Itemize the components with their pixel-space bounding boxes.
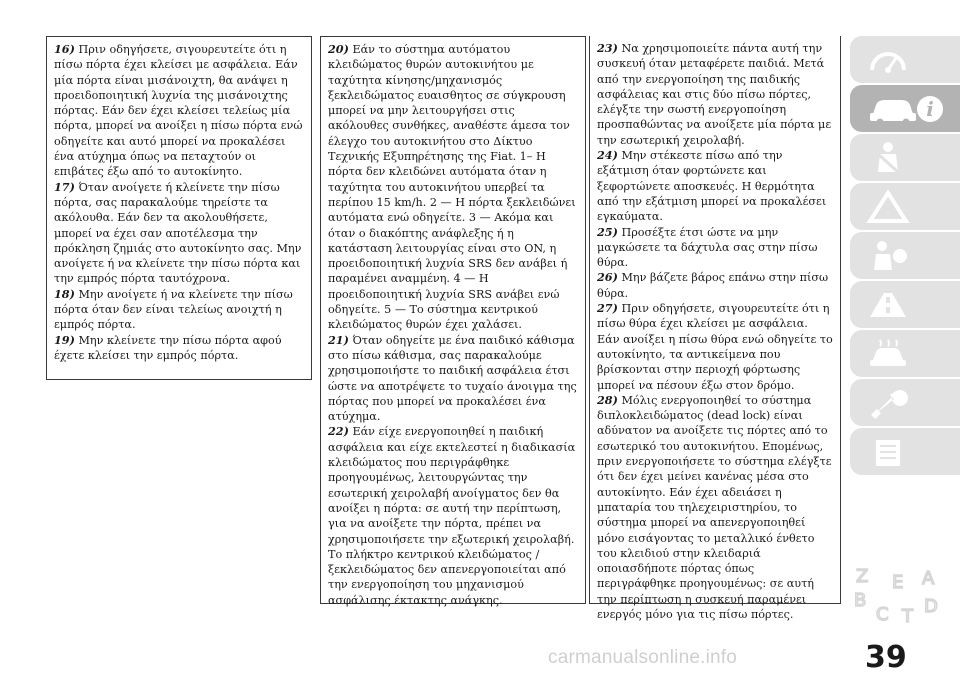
chapter-tab-starting[interactable] xyxy=(850,183,960,230)
chapter-tab-warnings[interactable] xyxy=(850,232,960,279)
car-wash-icon xyxy=(866,336,910,372)
letter-t: T xyxy=(902,606,913,627)
page-number: 39 xyxy=(865,640,907,675)
letter-e: E xyxy=(892,572,904,593)
note-16: 16) Πριν οδηγήσετε, σιγουρευτείτε ότι η πίσω πόρτα έχει κλείσει με ασφάλεια. Εάν μία πόρτα είναι μισάνοιχτη, θα ανάψει η προειδοποιητική λυχνία της μισάνοιχτης πόρτας. Εάν δεν έχει κλείσει τελείως μία πόρτα, μπορεί να ανοίξει η πίσω πόρτα ενώ οδηγείτε και αυτό μπορεί να προκαλέσει ένα ατύχημα όπως να πεταχτούν οι επιβάτες έξω από το αυτοκίνητο. xyxy=(54,42,303,179)
letter-c: C xyxy=(876,604,889,625)
chapter-tab-emergency[interactable] xyxy=(850,281,960,328)
notes-column-3 xyxy=(589,36,841,621)
chapter-tab-index[interactable] xyxy=(850,428,960,475)
notes-column-2 xyxy=(320,36,586,607)
note-24: 24) Μην στέκεστε πίσω από την εξάτμιση όταν φορτώνετε και ξεφορτώνετε αποσκευές. Η θερμότητα από την εξάτμιση μπορεί να προκαλέσει εγκαύματα. xyxy=(597,148,827,224)
note-27: 27) Πριν οδηγήσετε, σιγουρευτείτε ότι η πίσω θύρα έχει κλείσει με ασφάλεια. Εάν ανοίξει η πίσω θύρα ενώ οδηγείτε το αυτοκίνητο, τα αντικείμενα που βρίσκονται στην περιοχή φόρτωσης μπορεί να πέσουν έξω στον δρόμο. xyxy=(597,301,833,392)
car-info-icon xyxy=(866,91,946,127)
airbag-icon xyxy=(866,238,910,274)
letter-a: A xyxy=(922,568,935,589)
note-20: 20) Εάν το σύστημα αυτόματου κλειδώματος θυρών αυτοκινήτου με ταχύτητα κίνησης/μηχανισμός ξεκλειδώματος ευαισθητος σε σύγκρουση μπορεί να μην λειτουργήσει στις ακόλουθες συνθήκες, αναθέστε άμεσα τον έλεγχο του αυτοκινήτου στο Δίκτυο Τεχνικής Εξυπηρέτησης της Fiat. 1– Η πόρτα δεν κλειδώνει αυτόματα όταν η ταχύτητα του αυτοκινήτου υπερβεί τα περίπου 15 km/h. 2 — Η πόρτα ξεκλειδώνει αυτόματα ενώ οδηγείτε. 3 — Ακόμα και όταν ο διακόπτης ανάφλεξης ή η κατάσταση λειτουργίας είναι στο ON, η προειδοποιητική λυχνία SRS δεν ανάβει ή παραμένει αναμμένη. 4 — Η προειδοποιητική λυχνία SRS ανάβει ενώ οδηγείτε. 5 — Το σύστημα κεντρικού κλειδώματος θυρών έχει χαλάσει. xyxy=(328,42,576,332)
note-26: 26) Μην βάζετε βάρος επάνω στην πίσω θύρα. xyxy=(597,270,829,300)
watermark: carmanualsonline.info xyxy=(548,647,738,668)
note-21: 21) Όταν οδηγείτε με ένα παιδικό κάθισμα στο πίσω κάθισμα, σας παρακαλούμε χρησιμοποιήστε το παιδική ασφάλεια έτσι ώστε να αποτρέψετε το τυχαίο άνοιγμα της πόρτας που μπορεί να προκαλέσει ένα ατύχημα. xyxy=(328,332,577,424)
note-19: 19) Μην κλείνετε την πίσω πόρτα αφού έχετε κλείσει την εμπρός πόρτα. xyxy=(54,332,282,362)
letter-z: Z xyxy=(856,566,869,587)
chapter-tab-knowing-vehicle[interactable] xyxy=(850,85,960,132)
note-22: 22) Εάν είχε ενεργοποιηθεί η παιδική ασφάλεια και είχε εκτελεστεί η διαδικασία κλειδώματος που περιγράφθηκε προηγουμένως, λειτουργώντας την εσωτερική χειρολαβή ανοίγματος δεν θα ανοίξει η πόρτα: σε αυτή την περίπτωση, για να ανοίξετε την πόρτα, πρέπει να χρησιμοποιήσετε την εξωτερική χειρολαβή. Το πλήκτρο κεντρικού κλειδώματος / ξεκλειδώματος δεν απενεργοποιείται από την ενεργοποίηση του μηχανισμού ασφάλισης έκτακτης ανάγκης. xyxy=(328,424,576,607)
seat-belt-icon xyxy=(866,140,910,176)
roadside-icon xyxy=(866,287,910,323)
note-28: 28) Μόλις ενεργοποιηθεί το σύστημα διπλοκλειδώματος (dead lock) είναι αδύνατον να ανοίξετε τις πόρτες από το εσωτερικό του αυτοκινήτου. Επομένως, πριν ενεργοποιήσετε το σύστημα ελέγξτε ότι δεν έχει μείνει κανένας μέσα στο αυτοκίνητο. Εάν έχει αδειάσει η μπαταρία του τηλεχειριστηρίου, το σύστημα μπορεί να απενεργοποιηθεί μόνο εισάγοντας το μεταλλικό ένθετο του κλειδιού στην κλειδαριά οποιασδήποτε πόρτας όπως περιγράφθηκε προηγουμένως: σε αυτή την περίπτωση η συσκευή παραμένει ενεργός μόνο για τις πίσω πόρτες. xyxy=(597,392,832,621)
notes-column-1 xyxy=(46,36,312,380)
letter-b: B xyxy=(854,590,867,611)
chapter-tab-technical[interactable] xyxy=(850,379,960,426)
note-17: 17) Όταν ανοίγετε ή κλείνετε την πίσω πόρτα, σας παρακαλούμε τηρείστε τα ακόλουθα. Εάν δεν τα ακολουθήσετε, μπορεί να έχει σαν αποτέλεσμα την πρόκληση ζημιάς στο αυτοκίνητο σας. Μην ανοίγετε ή να κλείνετε την πίσω πόρτα και την εμπρός πόρτα ταυτόχρονα. xyxy=(54,179,302,286)
note-23: 23) Να χρησιμοποιείτε πάντα αυτή την συσκευή όταν μεταφέρετε παιδιά. Μετά από την ενεργοποίηση της παιδικής ασφάλειας και στις δύο πίσω πόρτες, ελέγξτε την σωστή ενεργοποίηση προσπαθώντας να ανοίξετε μία πόρτα με την εσωτερική χειρολαβή. xyxy=(597,41,832,147)
svg-text:i: i xyxy=(926,97,934,121)
chapter-tab-dashboard[interactable] xyxy=(850,36,960,83)
index-icon xyxy=(866,434,910,470)
letter-d: D xyxy=(924,596,938,617)
note-18: 18) Μην ανοίγετε ή να κλείνετε την πίσω πόρτα όταν δεν είναι τελείως ανοιχτή η εμπρός πόρτα. xyxy=(54,286,293,332)
note-25: 25) Προσέξτε έτσι ώστε να μην μαγκώσετε τα δάχτυλα σας στην πίσω θύρα. xyxy=(597,224,818,270)
wrench-icon xyxy=(866,385,910,421)
warning-triangle-icon xyxy=(866,189,910,225)
chapter-tab-safety[interactable] xyxy=(850,134,960,181)
alphabet-decoration xyxy=(846,560,956,630)
chapter-tab-maintenance[interactable] xyxy=(850,330,960,377)
speedometer-icon xyxy=(866,42,910,78)
